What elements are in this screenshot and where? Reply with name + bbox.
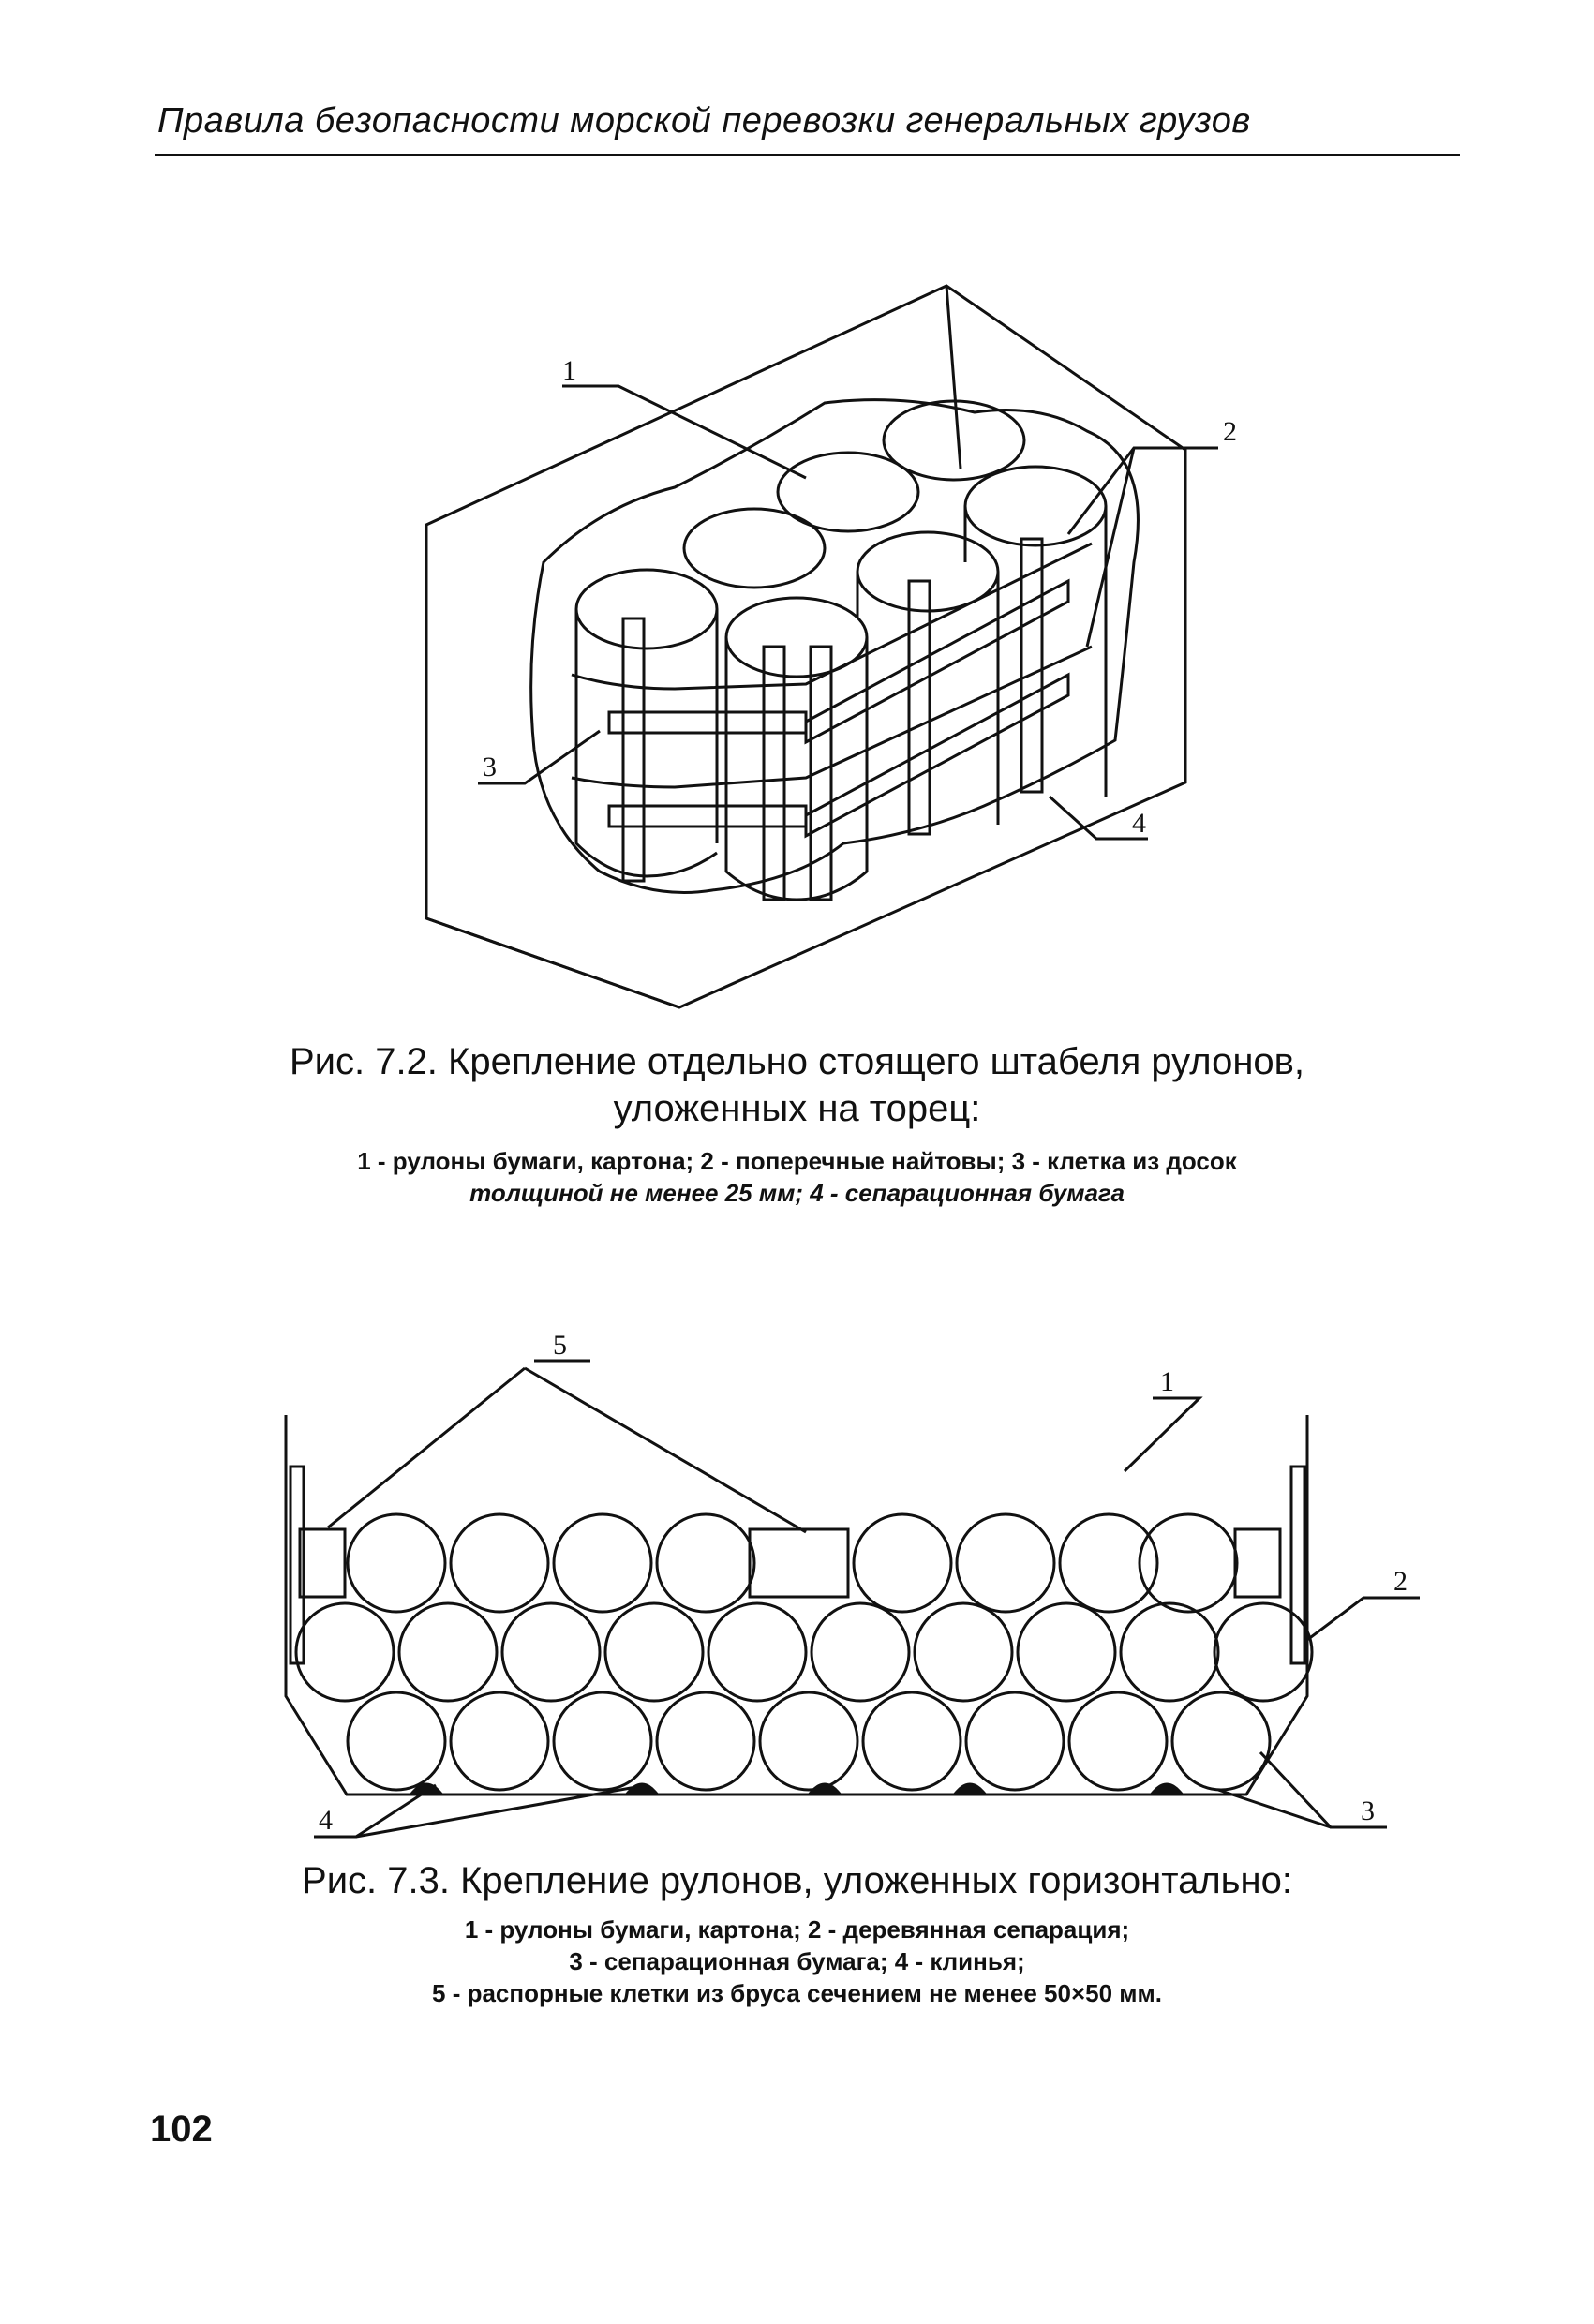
figure1-label-3: 3 — [483, 752, 497, 782]
roll-row2-6 — [812, 1603, 909, 1701]
roll-row3-4 — [657, 1514, 754, 1612]
figure-7-3-caption-line1: Рис. 7.3. Крепление рулонов, уложенных горизонтально: — [302, 1860, 1292, 1901]
leader-2a — [1068, 448, 1218, 534]
figure1-label-1: 1 — [562, 355, 576, 386]
figure2-label-3: 3 — [1361, 1795, 1375, 1826]
page-number: 102 — [150, 2108, 213, 2150]
figure2-label-5: 5 — [553, 1330, 567, 1361]
figure1-label-4: 4 — [1132, 808, 1146, 839]
figure2-label-1: 1 — [1160, 1366, 1174, 1397]
figure2-label-4: 4 — [319, 1805, 333, 1836]
spacer-cage-left — [300, 1529, 345, 1597]
figure-7-2-legend-line2: толщиной не менее 25 мм; 4 - сепарационная бумага — [469, 1179, 1125, 1207]
leader-1 — [562, 386, 806, 478]
roll-row3-7 — [1060, 1514, 1157, 1612]
roll-row3-1 — [348, 1514, 445, 1612]
spacer-cage-middle — [750, 1529, 848, 1597]
roll-row3-5 — [854, 1514, 951, 1612]
figure-7-3 — [0, 1312, 1594, 1855]
wedge-2 — [629, 1784, 655, 1792]
roll-row1-3 — [554, 1692, 651, 1790]
figure-7-2-legend-line1: 1 - рулоны бумаги, картона; 2 - поперечные найтовы; 3 - клетка из досок — [357, 1147, 1237, 1175]
roll-row2-5 — [708, 1603, 806, 1701]
roll-front-1 — [576, 570, 717, 648]
figure-7-3-legend-line3: 5 - распорные клетки из бруса сечением не менее 50×50 мм. — [432, 1979, 1162, 2007]
roll-row1-6 — [863, 1692, 961, 1790]
figure-7-3-caption — [0, 1857, 1594, 2009]
roll-row2-4 — [605, 1603, 703, 1701]
roll-row2-10 — [1214, 1603, 1312, 1701]
roll-row2-1 — [296, 1603, 394, 1701]
roll-row1-8 — [1069, 1692, 1167, 1790]
figure2-label-2: 2 — [1393, 1566, 1408, 1597]
roll-row2-7 — [915, 1603, 1012, 1701]
figure-7-2 — [0, 0, 1594, 1031]
roll-back-3 — [965, 467, 1106, 545]
side-separation-right — [1291, 1467, 1304, 1663]
figure-7-3-legend-line2: 3 - сепарационная бумага; 4 - клинья; — [569, 1947, 1025, 1975]
roll-row1-5 — [760, 1692, 857, 1790]
figure-7-3-legend-line1: 1 - рулоны бумаги, картона; 2 - деревянная сепарация; — [464, 1915, 1130, 1944]
wedge-3 — [812, 1784, 838, 1792]
figure1-label-2: 2 — [1223, 416, 1237, 447]
spacer-cage-right — [1235, 1529, 1280, 1597]
side-separation-left — [290, 1467, 304, 1663]
roll-row3-2 — [451, 1514, 548, 1612]
roll-mid-1 — [684, 509, 825, 588]
roll-row1-4 — [657, 1692, 754, 1790]
roll-back-2 — [778, 453, 918, 531]
figure-7-2-caption-line1: Рис. 7.2. Крепление отдельно стоящего штабеля рулонов, — [289, 1041, 1305, 1082]
roll-row1-9 — [1172, 1692, 1270, 1790]
roll-row2-8 — [1018, 1603, 1115, 1701]
roll-row3-6 — [957, 1514, 1054, 1612]
roll-row1-2 — [451, 1692, 548, 1790]
figure-7-2-caption-line2: уложенных на торец: — [613, 1088, 981, 1129]
roll-row2-2 — [399, 1603, 497, 1701]
figure-7-2-drawing — [0, 0, 1594, 1031]
roll-row2-9 — [1121, 1603, 1218, 1701]
figure-7-3-drawing — [0, 1312, 1594, 1855]
wedge-4 — [957, 1784, 983, 1792]
roll-row2-3 — [502, 1603, 600, 1701]
running-header: Правила безопасности морской перевозки генеральных грузов — [157, 101, 1251, 141]
wedge-5 — [1154, 1784, 1180, 1792]
roll-row3-8 — [1140, 1514, 1237, 1612]
roll-row1-7 — [966, 1692, 1064, 1790]
roll-row1-1 — [348, 1692, 445, 1790]
figure-7-2-caption — [0, 1038, 1594, 1209]
roll-row3-3 — [554, 1514, 651, 1612]
